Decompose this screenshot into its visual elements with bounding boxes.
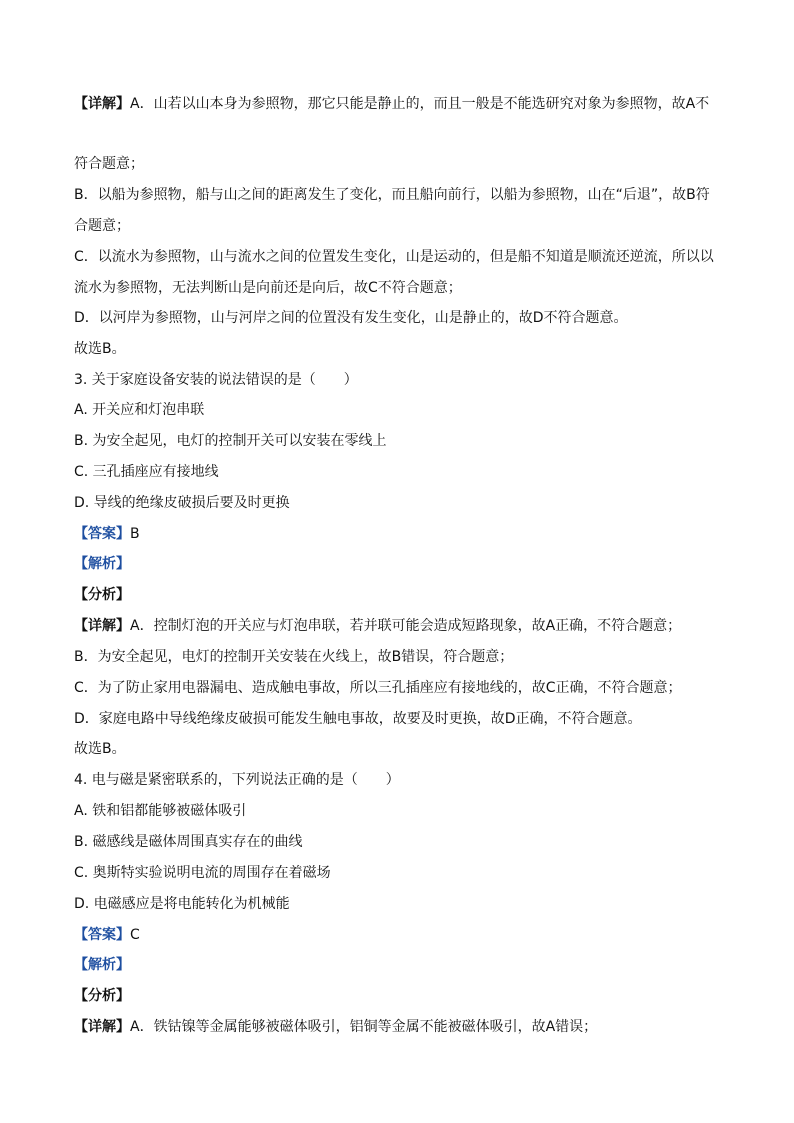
line-text: B. 为安全起见，电灯的控制开关可以安装在零线上 [74,433,387,449]
line-text: A．铁钴镍等金属能够被磁体吸引，铝铜等金属不能被磁体吸引，故A错误； [130,1019,598,1035]
text-line [74,926,724,944]
line-text: C．以流水为参照物，山与流水之间的位置发生变化，山是运动的，但是船不知道是顺流还逆流，所以以 [74,249,714,265]
text-line [74,309,724,327]
section-tag: 【详解】 [74,96,130,112]
text-line [74,617,724,635]
text-line [74,279,724,297]
section-tag: 【详解】 [74,1019,130,1035]
text-line [74,956,724,974]
line-text: 合题意； [74,218,130,234]
line-text: D. 导线的绝缘皮破损后要及时更换 [74,495,290,511]
text-line [74,586,724,604]
text-line [74,710,724,728]
line-text: B．以船为参照物，船与山之间的距离发生了变化，而且船向前行，以船为参照物，山在“后退”，故B符 [74,187,710,203]
line-text: 故选B。 [74,741,126,757]
line-text: C. 三孔插座应有接地线 [74,464,219,480]
section-tag: 【答案】 [74,526,130,542]
text-line [74,987,724,1005]
text-line [74,1018,724,1036]
section-tag: 【解析】 [74,957,130,973]
text-line [74,864,724,882]
line-text: B [130,526,140,542]
text-line [74,679,724,697]
text-line [74,740,724,758]
line-text: A. 铁和铝都能够被磁体吸引 [74,803,247,819]
line-text: 故选B。 [74,341,126,357]
text-line [74,771,724,789]
text-line [74,401,724,419]
text-line [74,802,724,820]
text-line [74,248,724,266]
text-line [74,525,724,543]
line-text: A．山若以山本身为参照物，那它只能是静止的，而且一般是不能选研究对象为参照物，故A不 [130,96,710,112]
line-text: C．为了防止家用电器漏电、造成触电事故，所以三孔插座应有接地线的，故C正确，不符合题意； [74,680,682,696]
section-tag: 【详解】 [74,618,130,634]
text-line [74,895,724,913]
text-line [74,494,724,512]
text-line [74,463,724,481]
line-text: A. 开关应和灯泡串联 [74,402,205,418]
text-line [74,432,724,450]
line-text: C. 奥斯特实验说明电流的周围存在着磁场 [74,865,331,881]
section-tag: 【分析】 [74,988,130,1004]
section-tag: 【解析】 [74,556,130,572]
text-line [74,155,724,173]
text-line [74,340,724,358]
section-tag: 【分析】 [74,587,130,603]
line-text: D．家庭电路中导线绝缘皮破损可能发生触电事故，故要及时更换，故D正确，不符合题意。 [74,711,642,727]
line-text: B．为安全起见，电灯的控制开关安装在火线上，故B错误，符合题意； [74,649,514,665]
text-line [74,186,724,204]
line-text: 3. 关于家庭设备安装的说法错误的是（ ） [74,372,358,388]
line-text: D．以河岸为参照物，山与河岸之间的位置没有发生变化，山是静止的，故D不符合题意。 [74,310,628,326]
line-text: 4. 电与磁是紧密联系的，下列说法正确的是（ ） [74,772,400,788]
line-text: 符合题意； [74,156,144,172]
line-text: D. 电磁感应是将电能转化为机械能 [74,896,290,912]
text-line [74,648,724,666]
line-text: 流水为参照物，无法判断山是向前还是向后，故C不符合题意； [74,280,462,296]
text-line [74,833,724,851]
line-text: C [130,927,140,943]
line-text: A．控制灯泡的开关应与灯泡串联，若并联可能会造成短路现象，故A正确，不符合题意； [130,618,682,634]
section-tag: 【答案】 [74,927,130,943]
text-line [74,95,724,113]
text-line [74,217,724,235]
line-text: B. 磁感线是磁体周围真实存在的曲线 [74,834,303,850]
text-line [74,371,724,389]
text-line [74,555,724,573]
